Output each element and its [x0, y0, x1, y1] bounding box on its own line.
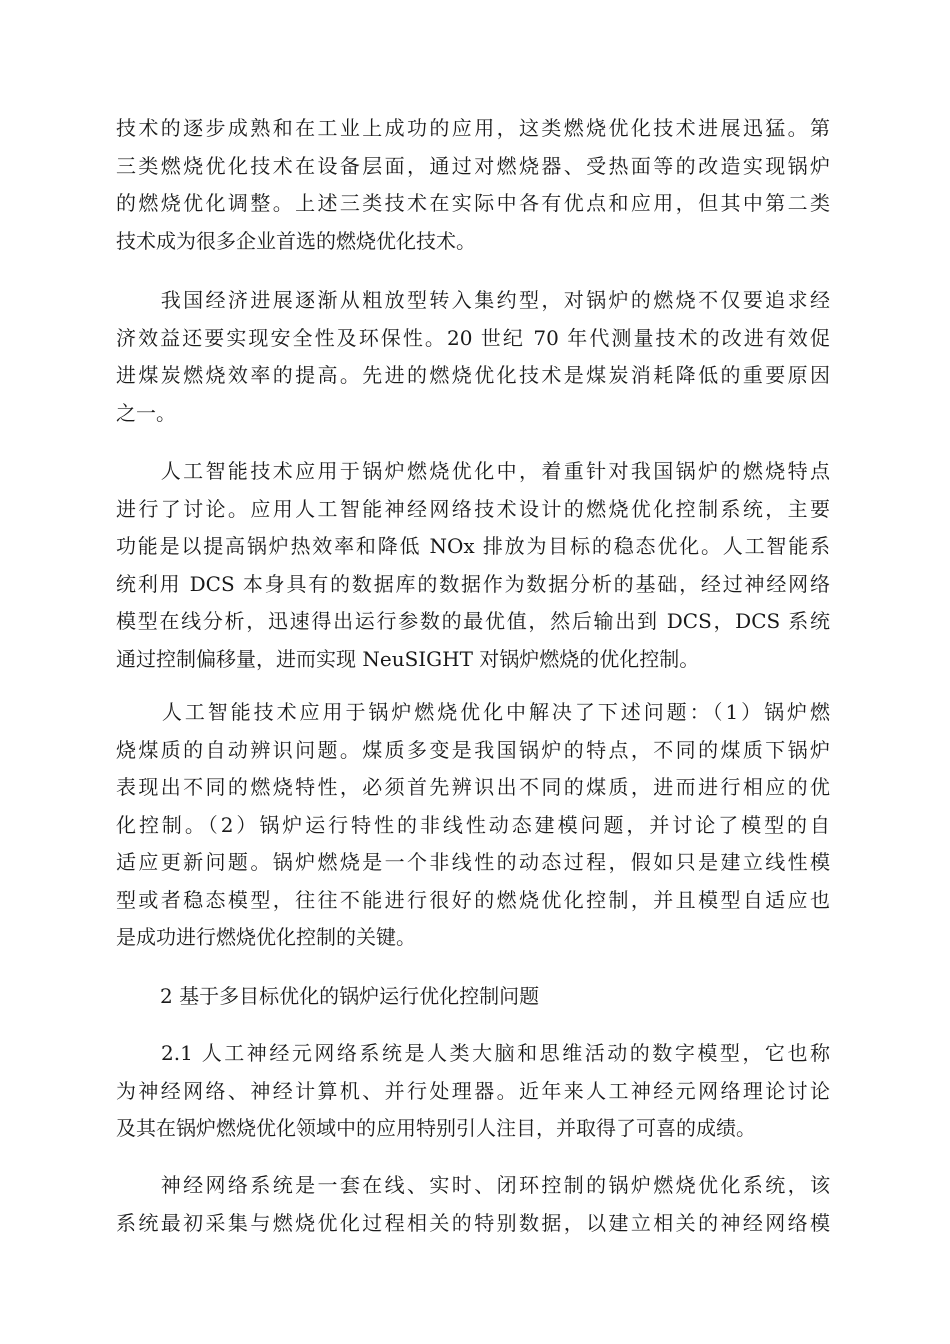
- paragraph-line: 通过控制偏移量，进而实现 NeuSIGHT 对锅炉燃烧的优化控制。: [116, 646, 700, 671]
- paragraph-line: 人工智能技术应用于锅炉燃烧优化中，着重针对我国锅炉的燃烧特点: [116, 459, 830, 483]
- paragraph-line: 进行了讨论。应用人工智能神经网络技术设计的燃烧优化控制系统，主要: [116, 496, 830, 521]
- paragraph-line: 型或者稳态模型，往往不能进行很好的燃烧优化控制，并且模型自适应也: [116, 887, 830, 912]
- paragraph-line: 为神经网络、神经计算机、并行处理器。近年来人工神经元网络理论讨论: [116, 1078, 830, 1103]
- paragraph-line: 统利用 DCS 本身具有的数据库的数据作为数据分析的基础，经过神经网络: [116, 571, 830, 596]
- paragraph-line: 是成功进行燃烧优化控制的关键。: [116, 925, 416, 949]
- paragraph-line: 人工智能技术应用于锅炉燃烧优化中解决了下述问题：（1）锅炉燃: [116, 700, 830, 724]
- paragraph-3: [116, 453, 830, 678]
- paragraph-line: 模型在线分析，迅速得出运行参数的最优值，然后输出到 DCS，DCS 系统: [116, 609, 830, 633]
- paragraph-line: 技术成为很多企业首选的燃烧优化技术。: [116, 228, 476, 253]
- paragraph-line: 济效益还要实现安全性及环保性。20 世纪 70 年代测量技术的改进有效促: [116, 325, 830, 350]
- paragraph-2: [116, 282, 830, 432]
- section-heading: [116, 978, 830, 1016]
- paragraph-line: 的燃烧优化调整。上述三类技术在实际中各有优点和应用，但其中第二类: [116, 191, 830, 215]
- paragraph-1: [116, 110, 830, 260]
- paragraph-line: 我国经济进展逐渐从粗放型转入集约型，对锅炉的燃烧不仅要追求经: [116, 288, 830, 312]
- paragraph-line: 之一。: [116, 400, 176, 425]
- paragraph-line: 功能是以提高锅炉热效率和降低 NOx 排放为目标的稳态优化。人工智能系: [116, 534, 830, 558]
- paragraph-line: 化控制。（2）锅炉运行特性的非线性动态建模问题，并讨论了模型的自: [116, 812, 830, 837]
- paragraph-line: 表现出不同的燃烧特性，必须首先辨识出不同的煤质，进而进行相应的优: [116, 775, 830, 799]
- paragraph-7: [116, 1167, 830, 1242]
- paragraph-line: 进煤炭燃烧效率的提高。先进的燃烧优化技术是煤炭消耗降低的重要原因: [116, 363, 830, 387]
- paragraph-line: 烧煤质的自动辨识问题。煤质多变是我国锅炉的特点，不同的煤质下锅炉: [116, 737, 830, 762]
- paragraph-line: 2.1 人工神经元网络系统是人类大脑和思维活动的数字模型，它也称: [116, 1041, 830, 1065]
- paragraph-line: 三类燃烧优化技术在设备层面，通过对燃烧器、受热面等的改造实现锅炉: [116, 153, 830, 178]
- section-heading-text: 2 基于多目标优化的锅炉运行优化控制问题: [160, 984, 540, 1008]
- paragraph-6: [116, 1035, 830, 1148]
- paragraph-line: 适应更新问题。锅炉燃烧是一个非线性的动态过程，假如只是建立线性模: [116, 850, 830, 874]
- paragraph-line: 神经网络系统是一套在线、实时、闭环控制的锅炉燃烧优化系统，该: [116, 1173, 830, 1197]
- paragraph-4: [116, 694, 830, 957]
- paragraph-line: 系统最初采集与燃烧优化过程相关的特别数据，以建立相关的神经网络模: [116, 1210, 830, 1235]
- paragraph-line: 技术的逐步成熟和在工业上成功的应用，这类燃烧优化技术进展迅猛。第: [116, 116, 830, 140]
- paragraph-line: 及其在锅炉燃烧优化领域中的应用特别引人注目，并取得了可喜的成绩。: [116, 1116, 756, 1140]
